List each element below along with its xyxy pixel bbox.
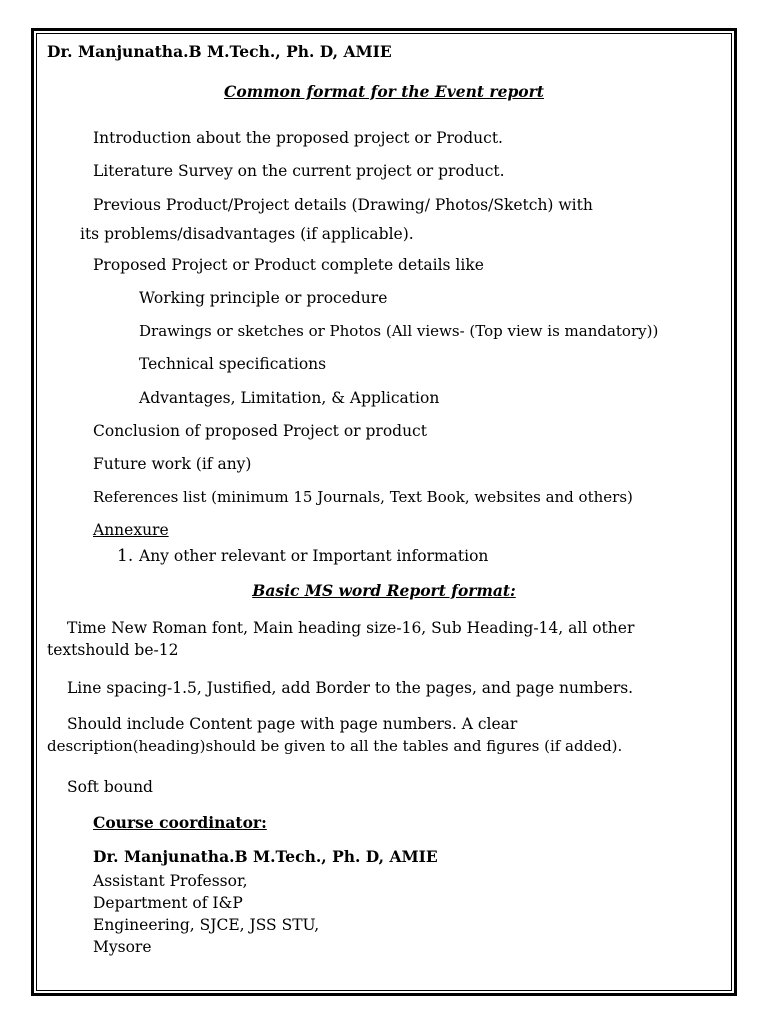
outline-item: Proposed Project or Product complete details like — [93, 256, 484, 274]
annexure-heading: Annexure — [93, 521, 169, 539]
coordinator-line: Engineering, SJCE, JSS STU, — [93, 916, 320, 934]
format-line: description(heading)should be given to all the tables and figures (if added). — [47, 737, 623, 755]
format-heading: Basic MS word Report format: — [252, 581, 516, 600]
outline-item: Previous Product/Project details (Drawing/ Photos/Sketch) with — [93, 196, 593, 214]
format-line: Soft bound — [67, 778, 153, 796]
coordinator-line: Assistant Professor, — [93, 872, 248, 890]
coordinator-line: Department of I&P — [93, 894, 243, 912]
format-line: Line spacing-1.5, Justified, add Border to the pages, and page numbers. — [67, 679, 634, 697]
format-line: Time New Roman font, Main heading size-16, Sub Heading-14, all other — [67, 619, 635, 637]
outline-item: Literature Survey on the current project or product. — [93, 162, 505, 180]
outline-item: Future work (if any) — [93, 455, 252, 473]
outline-subitem: Working principle or procedure — [139, 289, 388, 307]
outline-subitem: Technical specifications — [139, 355, 327, 373]
outline-subitem: Advantages, Limitation, & Application — [139, 389, 440, 407]
outline-item: Introduction about the proposed project or Product. — [93, 129, 503, 147]
document-title: Common format for the Event report — [224, 82, 544, 101]
annexure-number: 1. — [117, 546, 134, 566]
coordinator-name: Dr. Manjunatha.B M.Tech., Ph. D, AMIE — [93, 847, 438, 866]
annexure-item: Any other relevant or Important information — [139, 547, 489, 565]
author-header: Dr. Manjunatha.B M.Tech., Ph. D, AMIE — [47, 42, 392, 61]
coordinator-line: Mysore — [93, 938, 152, 956]
outline-item: References list (minimum 15 Journals, Text Book, websites and others) — [93, 488, 633, 506]
outline-item: Conclusion of proposed Project or product — [93, 422, 427, 440]
outline-subitem: Drawings or sketches or Photos (All views- (Top view is mandatory)) — [139, 322, 659, 340]
format-line: Should include Content page with page numbers. A clear — [67, 715, 518, 733]
outline-item-continuation: its problems/disadvantages (if applicable). — [80, 225, 414, 243]
format-line: textshould be-12 — [47, 641, 179, 659]
coordinator-heading: Course coordinator: — [93, 813, 267, 832]
